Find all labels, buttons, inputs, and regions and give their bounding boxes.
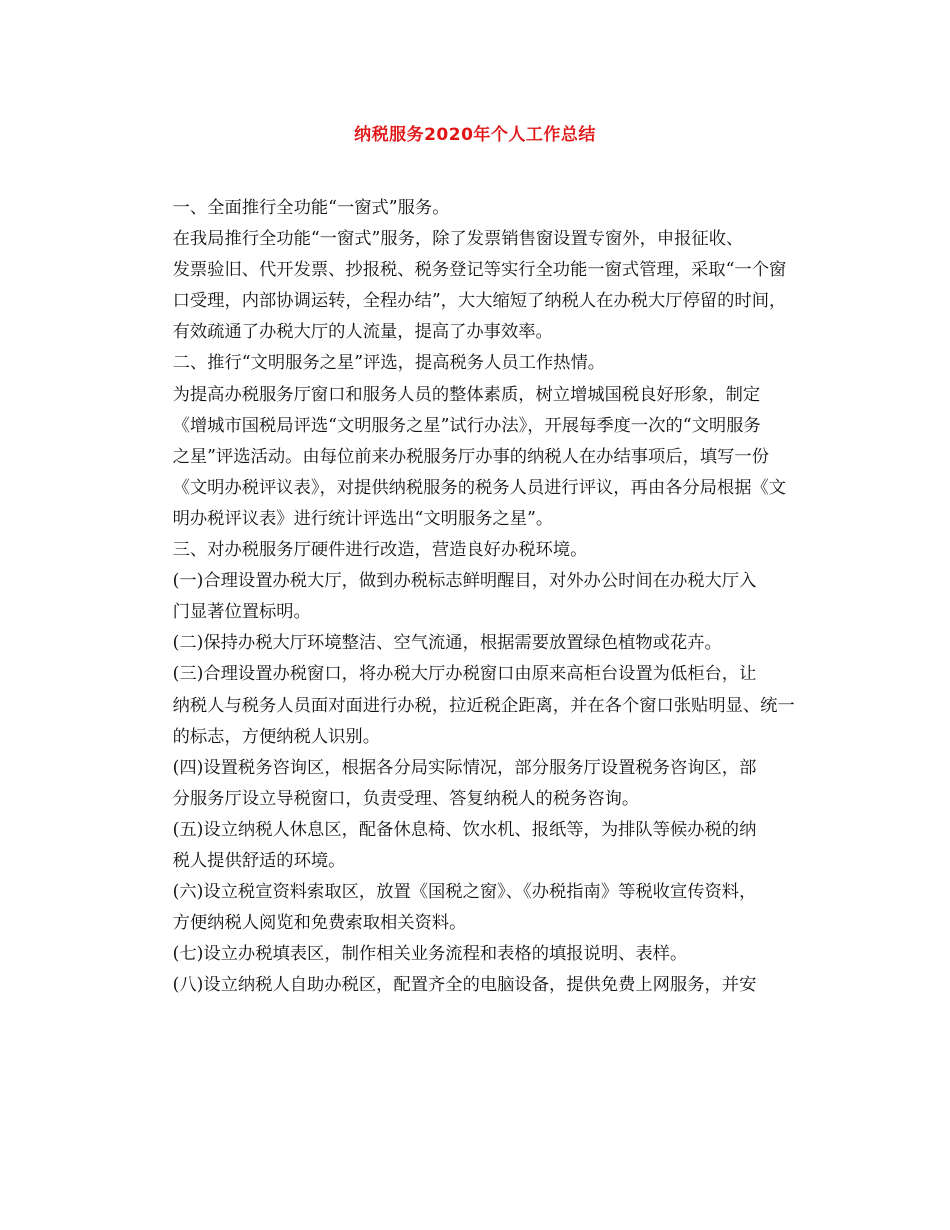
paragraph-line: (五)设立纳税人休息区，配备休息椅、饮水机、报纸等，为排队等候办税的纳 xyxy=(172,819,757,840)
paragraph xyxy=(138,753,818,815)
paragraph-line: (六)设立税宣资料索取区，放置《国税之窗》、《办税指南》等税收宣传资料， xyxy=(172,882,757,903)
paragraph-line: (八)设立纳税人自助办税区，配置齐全的电脑设备，提供免费上网服务，并安 xyxy=(172,975,757,996)
paragraph-line: 方便纳税人阅览和免费索取相关资料。 xyxy=(172,913,467,934)
paragraph xyxy=(138,628,818,659)
paragraph-line: (一)合理设置办税大厅，做到办税标志鲜明醒目，对外办公时间在办税大厅入 xyxy=(172,571,757,592)
paragraph-line: 三、对办税服务厅硬件进行改造，营造良好办税环境。 xyxy=(172,540,588,561)
paragraph xyxy=(138,939,818,970)
paragraph-line: 为提高办税服务厅窗口和服务人员的整体素质，树立增城国税良好形象，制定 xyxy=(172,384,761,405)
paragraph-line: 税人提供舒适的环境。 xyxy=(172,850,346,871)
paragraph xyxy=(138,877,818,939)
paragraph-line: 的标志，方便纳税人识别。 xyxy=(172,726,380,747)
paragraph-line: (七)设立办税填表区，制作相关业务流程和表格的填报说明、表样。 xyxy=(172,944,688,965)
paragraph xyxy=(138,193,818,224)
paragraph xyxy=(138,815,818,877)
document-title: 纳税服务2020年个人工作总结 xyxy=(354,125,596,145)
paragraph xyxy=(138,566,818,628)
paragraph-line: 门显著位置标明。 xyxy=(172,602,311,623)
paragraph xyxy=(138,659,818,752)
paragraph-line: (四)设置税务咨询区，根据各分局实际情况，部分服务厅设置税务咨询区，部 xyxy=(172,757,757,778)
paragraph-line: (三)合理设置办税窗口，将办税大厅办税窗口由原来高柜台设置为低柜台，让 xyxy=(172,664,757,685)
paragraph xyxy=(138,348,818,379)
paragraph xyxy=(138,380,818,535)
paragraph xyxy=(138,535,818,566)
paragraph-line: 之星”评选活动。由每位前来办税服务厅办事的纳税人在办结事项后，填写一份 xyxy=(172,446,769,467)
paragraph-line: 分服务厅设立导税窗口，负责受理、答复纳税人的税务咨询。 xyxy=(172,788,640,809)
document-body xyxy=(138,193,818,1001)
paragraph xyxy=(138,970,818,1001)
paragraph-line: 在我局推行全功能“一窗式”服务，除了发票销售窗设置专窗外，申报征收、 xyxy=(172,229,744,250)
paragraph-line: (二)保持办税大厅环境整洁、空气流通，根据需要放置绿色植物或花卉。 xyxy=(172,633,722,654)
paragraph-line: 发票验旧、代开发票、抄报税、税务登记等实行全功能一窗式管理，采取“一个窗 xyxy=(172,260,787,281)
paragraph-line: 纳税人与税务人员面对面进行办税，拉近税企距离，并在各个窗口张贴明显、统一 xyxy=(172,695,795,716)
paragraph-line: 明办税评议表》进行统计评选出“文明服务之星”。 xyxy=(172,508,554,529)
paragraph-line: 《增城市国税局评选“文明服务之星”试行办法》，开展每季度一次的“文明服务 xyxy=(172,415,761,436)
paragraph xyxy=(138,224,818,348)
paragraph-line: 《文明办税评议表》，对提供纳税服务的税务人员进行评议，再由各分局根据《文 xyxy=(172,477,787,498)
paragraph-line: 二、推行“文明服务之星”评选，提高税务人员工作热情。 xyxy=(172,353,606,374)
paragraph-line: 口受理，内部协调运转，全程办结”，大大缩短了纳税人在办税大厅停留的时间， xyxy=(172,291,787,312)
paragraph-line: 有效疏通了办税大厅的人流量，提高了办事效率。 xyxy=(172,322,553,343)
paragraph-line: 一、全面推行全功能“一窗式”服务。 xyxy=(172,198,450,218)
